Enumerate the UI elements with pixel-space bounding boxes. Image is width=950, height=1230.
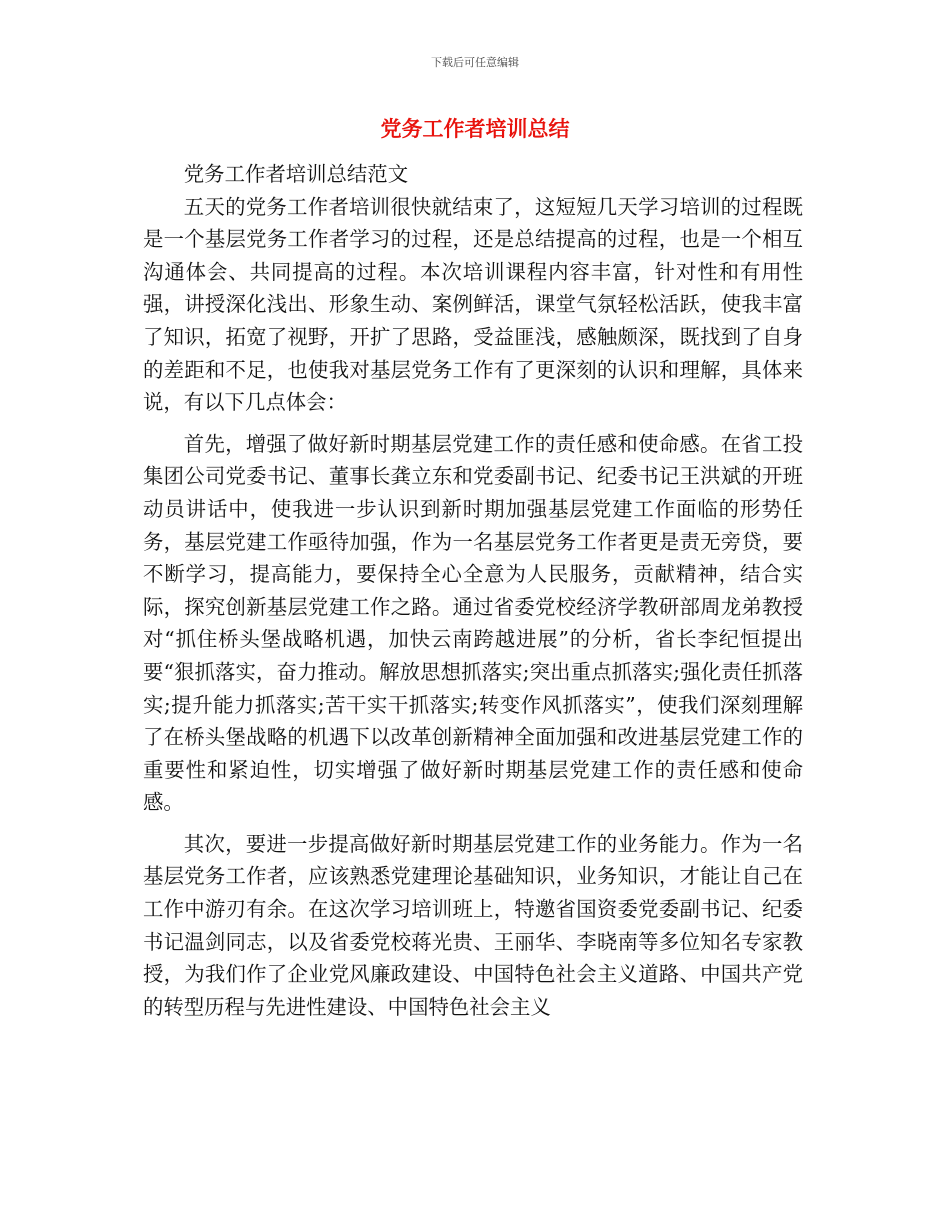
paragraph-intro: 五天的党务工作者培训很快就结束了，这短短几天学习培训的过程既是一个基层党务工作者学习的过程，还是总结提高的过程，也是一个相互沟通体会、共同提高的过程。本次培训课程内容丰富，针对性和有用性强，讲授深化浅出、形象生动、案例鲜活，课堂气氛轻松活跃，使我丰富了知识，拓宽了视野，开扩了思路，受益匪浅，感触颇深，既找到了自身的差距和不足，也使我对基层党务工作有了更深刻的认识和理解，具体来说，有以下几点体会： [143,194,803,415]
document-title: 党务工作者培训总结 [380,117,570,141]
paragraph-first-point: 首先，增强了做好新时期基层党建工作的责任感和使命感。在省工投集团公司党委书记、董事长龚立东和党委副书记、纪委书记王洪斌的开班动员讲话中，使我进一步认识到新时期加强基层党建工作面临的形势任务，基层党建工作亟待加强，作为一名基层党务工作者更是责无旁贷，要不断学习，提高能力，要保持全心全意为人民服务，贡献精神，结合实际，探究创新基层党建工作之路。通过省委党校经济学教研部周龙弟教授对“抓住桥头堡战略机遇，加快云南跨越进展”的分析，省长李纪恒提出要“狠抓落实，奋力推动。解放思想抓落实;突出重点抓落实;强化责任抓落实;提升能力抓落实;苦干实干抓落实;转变作风抓落实”，使我们深刻理解了在桥头堡战略的机遇下以改革创新精神全面加强和改进基层党建工作的重要性和紧迫性，切实增强了做好新时期基层党建工作的责任感和使命感。 [143,431,803,815]
document-body [143,158,803,1023]
paragraph-subtitle: 党务工作者培训总结范文 [183,162,409,186]
header-note: 下载后可任意编辑 [431,56,519,69]
paragraph-second-point: 其次，要进一步提高做好新时期基层党建工作的业务能力。作为一名基层党务工作者，应该熟悉党建理论基础知识，业务知识，才能让自己在工作中游刃有余。在这次学习培训班上，特邀省国资委党委副书记、纪委书记温剑同志，以及省委党校蒋光贵、王丽华、李晓南等多位知名专家教授，为我们作了企业党风廉政建设、中国特色社会主义道路、中国共产党的转型历程与先进性建设、中国特色社会主义 [143,831,803,1019]
